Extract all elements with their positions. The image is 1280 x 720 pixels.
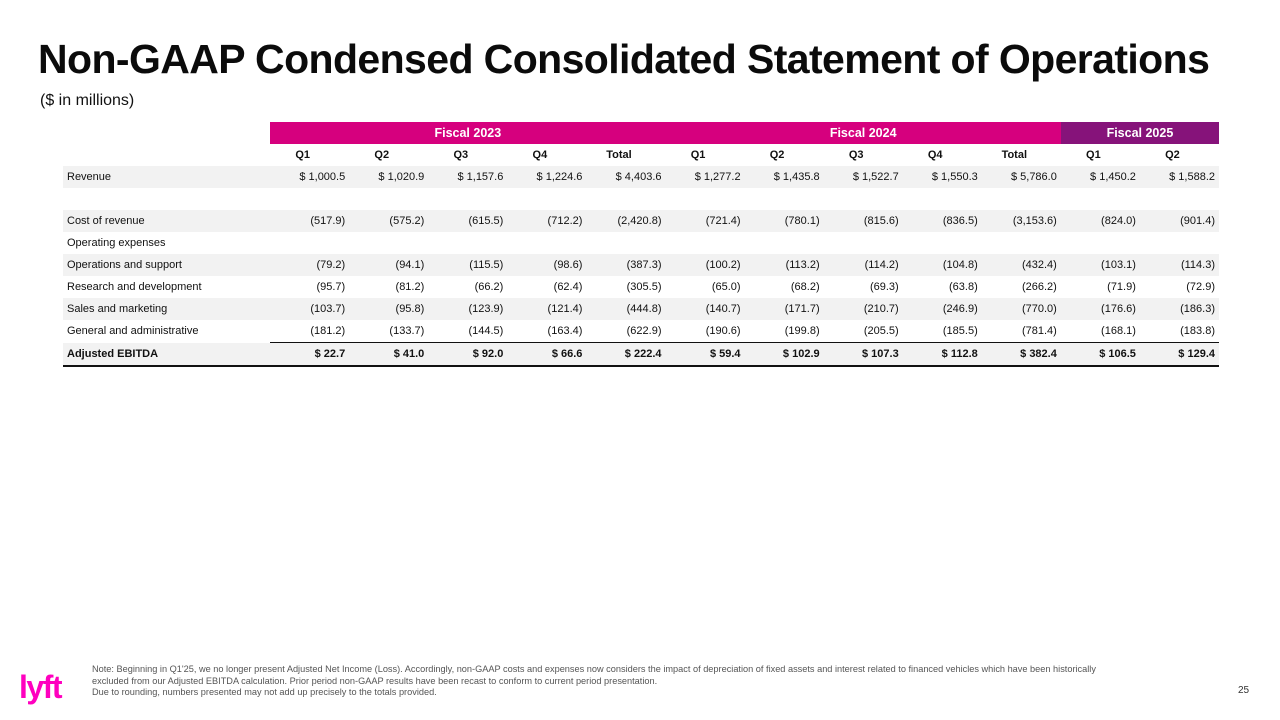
column-header-blank [63,144,270,166]
table-cell: $ 222.4 [586,343,665,367]
table-cell: (615.5) [428,210,507,232]
table-cell: (432.4) [982,254,1061,276]
general-admin-row [63,320,1219,343]
table-cell: $ 1,000.5 [270,166,349,188]
table-cell: (71.9) [1107,281,1136,293]
table-cell: (95.8) [349,298,428,320]
table-cell: (210.7) [824,298,903,320]
row-label: Revenue [63,166,270,188]
table-cell: $ 92.0 [428,343,507,367]
table-cell: $ 112.8 [903,343,982,367]
operating-expenses-row [63,232,1219,254]
page-subtitle: ($ in millions) [40,92,135,109]
svg-text:lyft: lyft [19,669,61,705]
table-cell: $ 1,550.3 [903,166,982,188]
fiscal-2025-header: Fiscal 2025 [1061,122,1219,144]
table-cell: (815.6) [824,210,903,232]
table-cell: (144.5) [468,325,504,337]
table-cell: $ 1,588.2 [1140,166,1219,188]
table-cell: $ 102.9 [745,343,824,367]
table-cell: (133.7) [389,325,425,337]
table-cell: $ 107.3 [824,343,903,367]
column-header: Q4 [927,149,943,161]
table-cell: (63.8) [949,281,978,293]
table-cell: (103.7) [270,298,349,320]
page-number: 25 [1238,685,1250,696]
table-cell: (836.5) [903,210,982,232]
table-cell: $ 22.7 [270,343,349,367]
table-cell: (104.8) [903,254,982,276]
table-cell: (622.9) [626,325,662,337]
table-cell: (113.2) [745,254,824,276]
table-cell: $ 1,277.2 [666,166,745,188]
table-cell: (115.5) [428,254,507,276]
table-cell: (163.4) [547,325,583,337]
table-cell: (2,420.8) [586,210,665,232]
table-cell: (103.1) [1061,254,1140,276]
table-cell: (387.3) [586,254,665,276]
table-cell: $ 129.4 [1140,343,1219,367]
footnote-line: excluded from our Adjusted EBITDA calculation. Prior period non-GAAP results have been recast to conform to current period presentation. [92,675,658,686]
header-blank [63,122,270,144]
table-cell: (66.2) [474,281,504,293]
page-title: Non-GAAP Condensed Consolidated Statement of Operations [38,36,1210,82]
table-cell: $ 59.4 [666,343,745,367]
table-cell: (305.5) [626,281,662,293]
table-cell: (123.9) [428,298,507,320]
financial-table [63,122,1219,367]
table-cell: (246.9) [903,298,982,320]
column-header: Q2 [769,149,785,161]
table-cell: (183.8) [1180,325,1215,337]
column-header: Q3 [453,149,469,161]
table-cell: $ 1,157.6 [428,166,507,188]
sales-marketing-row [63,298,1219,320]
spacer-row [63,188,1219,210]
table-cell: (100.2) [666,254,745,276]
row-label: Operating expenses [67,237,166,249]
table-cell: (114.3) [1140,254,1219,276]
table-cell: (781.4) [1021,325,1057,337]
column-header: Q1 [295,149,311,161]
table-cell: $ 106.5 [1061,343,1140,367]
table-cell: (69.3) [869,281,899,293]
table-cell: (168.1) [1101,325,1136,337]
table-cell: (186.3) [1140,298,1219,320]
table-cell: (3,153.6) [982,210,1061,232]
table-cell: (780.1) [745,210,824,232]
table-cell: $ 1,020.9 [349,166,428,188]
table-cell: (121.4) [507,298,586,320]
column-header: Q4 [532,149,548,161]
table-cell: (901.4) [1140,210,1219,232]
row-label: Adjusted EBITDA [63,343,270,367]
fiscal-2023-header: Fiscal 2023 [270,122,665,144]
revenue-row [63,166,1219,188]
row-label: Research and development [67,281,202,293]
column-header: Q1 [1086,149,1101,161]
table-cell: (199.8) [784,325,820,337]
table-cell: $ 5,786.0 [982,166,1061,188]
row-label: General and administrative [67,325,199,338]
table-cell: (72.9) [1186,281,1215,293]
column-header: Q2 [1165,149,1180,161]
table-cell: (95.7) [316,281,346,293]
footnote-line: Note: Beginning in Q1'25, we no longer present Adjusted Net Income (Loss). Accordingly, non-GAAP costs and expenses now considers the impact of depreciation of fixed assets and interest related to financed vehicles which have been historically [92,664,1096,674]
table-cell: $ 66.6 [507,343,586,367]
table-cell: (68.2) [790,281,820,293]
column-header: Total [606,149,632,161]
column-header: Q1 [690,149,706,161]
lyft-logo [18,669,74,711]
column-header: Q2 [374,149,390,161]
column-header: Total [1001,149,1028,161]
table-cell: (94.1) [349,254,428,276]
table-cell: (114.2) [824,254,903,276]
research-development-row [63,276,1219,298]
table-cell: (266.2) [1021,281,1057,293]
table-cell: (98.6) [507,254,586,276]
table-cell: (171.7) [745,298,824,320]
table-cell: (517.9) [270,210,349,232]
table-cell: (824.0) [1061,210,1140,232]
table-cell: (770.0) [982,298,1061,320]
column-header: Q3 [848,149,864,161]
table-cell: $ 1,435.8 [745,166,824,188]
table-cell: (712.2) [507,210,586,232]
table-cell: (444.8) [586,298,665,320]
table-cell: (721.4) [666,210,745,232]
table-cell: (176.6) [1061,298,1140,320]
table-cell: (190.6) [705,325,741,337]
row-label: Sales and marketing [63,298,270,320]
cost-of-revenue-row [63,210,1219,232]
row-label: Operations and support [63,254,270,276]
table-cell: $ 4,403.6 [586,166,665,188]
footnote [92,664,1222,699]
fiscal-2024-header: Fiscal 2024 [666,122,1061,144]
table-cell: (79.2) [270,254,349,276]
table-cell: (575.2) [349,210,428,232]
table-cell: $ 382.4 [982,343,1061,367]
table-cell: (185.5) [942,325,978,337]
table-cell: (140.7) [666,298,745,320]
table-cell: (62.4) [553,281,583,293]
table-cell: $ 41.0 [349,343,428,367]
adjusted-ebitda-row [63,343,1219,367]
operations-support-row [63,254,1219,276]
table-cell: (81.2) [395,281,425,293]
table-cell: $ 1,522.7 [824,166,903,188]
row-label: Cost of revenue [63,210,270,232]
table-cell: $ 1,450.2 [1061,166,1140,188]
table-cell: $ 1,224.6 [507,166,586,188]
table-cell: (181.2) [310,325,346,337]
table-cell: (65.0) [711,281,741,293]
footnote-line: Due to rounding, numbers presented may not add up precisely to the totals provided. [92,687,437,697]
table-cell: (205.5) [863,325,899,337]
